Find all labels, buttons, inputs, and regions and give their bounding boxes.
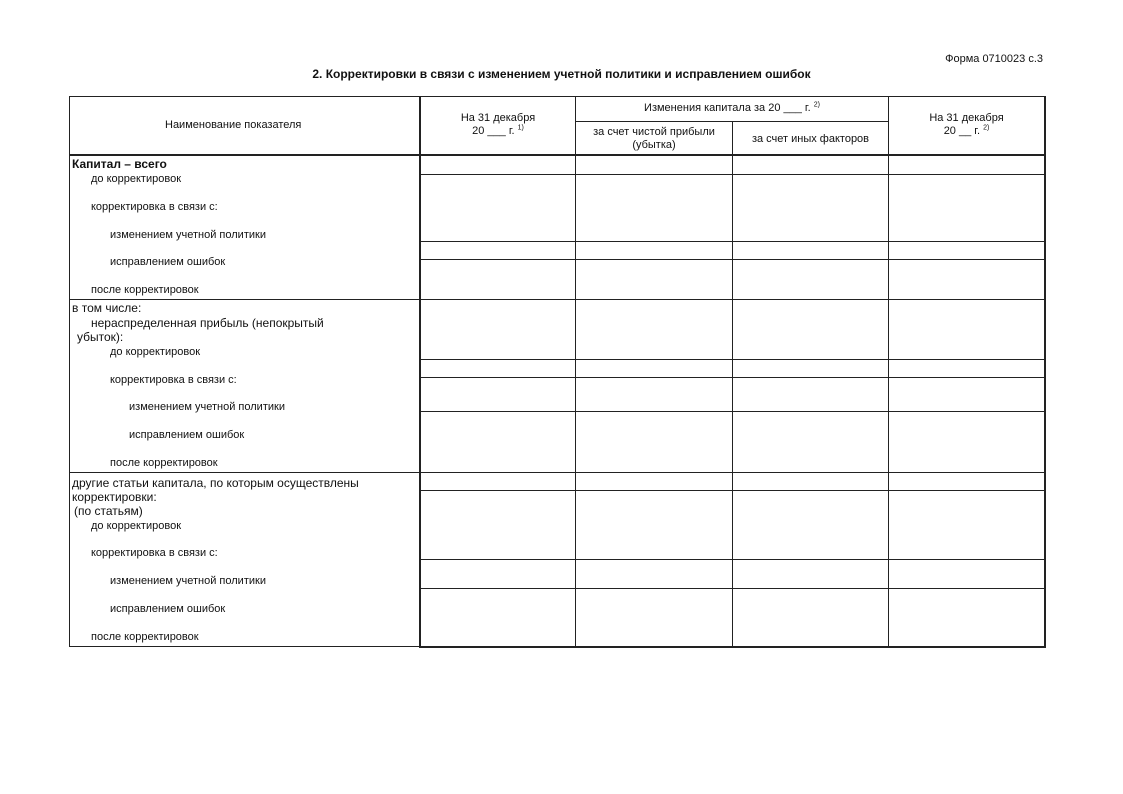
row-line xyxy=(419,259,1046,260)
row-label: после корректировок xyxy=(110,457,218,469)
section3-heading-line2: корректировки: xyxy=(72,490,157,504)
header-net-profit: за счет чистой прибыли (убытка) xyxy=(593,126,715,151)
row-label: корректировка в связи с: xyxy=(110,374,237,386)
header-other-factors: за счет иных факторов xyxy=(751,133,870,145)
form-code: Форма 0710023 с.3 xyxy=(945,53,1043,65)
row-line xyxy=(419,411,1046,412)
section2-heading: в том числе: xyxy=(72,301,142,315)
section1-heading: Капитал – всего xyxy=(72,157,167,171)
row-line xyxy=(419,588,1046,589)
table-border-bottom-left xyxy=(69,646,419,647)
row-label: до корректировок xyxy=(91,520,182,532)
section3-heading-line1: другие статьи капитала, по которым осуществлены xyxy=(72,476,359,490)
row-label: изменением учетной политики xyxy=(129,401,285,413)
row-line xyxy=(419,377,1046,378)
row-label: корректировка в связи с: xyxy=(91,201,218,213)
col-divider-2 xyxy=(575,96,576,647)
page-title: 2. Корректировки в связи с изменением учетной политики и исправлением ошибок xyxy=(312,67,811,81)
col-divider-4 xyxy=(888,96,889,647)
row-line xyxy=(419,241,1046,242)
row-label: после корректировок xyxy=(91,631,199,643)
row-label: исправлением ошибок xyxy=(129,429,245,441)
row-label: исправлением ошибок xyxy=(110,256,226,268)
row-label: корректировка в связи с: xyxy=(91,547,218,559)
header-capital-changes: Изменения капитала за 20 ___ г. $^{2)}$ xyxy=(644,101,820,114)
col-divider-1 xyxy=(419,96,421,648)
header-dec31-end: На 31 декабря 20 __ г. $^{2)}$ xyxy=(929,112,1004,137)
row-line xyxy=(419,359,1046,360)
section2-item-line2: убыток): xyxy=(77,330,124,344)
header-bottom xyxy=(69,154,1046,156)
row-label: после корректировок xyxy=(91,284,199,296)
row-label: изменением учетной политики xyxy=(110,575,266,587)
table-border-left xyxy=(69,96,70,647)
section-divider xyxy=(69,299,1046,300)
row-label: до корректировок xyxy=(110,346,201,358)
row-label: до корректировок xyxy=(91,173,182,185)
header-indicator: Наименование показателя xyxy=(165,119,302,131)
header-dec31-start: На 31 декабря 20 ___ г. $^{1)}$ xyxy=(460,112,536,137)
section-divider xyxy=(69,472,1046,473)
row-line xyxy=(419,174,1046,175)
table-border-top xyxy=(69,96,1045,97)
table-border-right xyxy=(1044,96,1046,648)
section2-item-line1: нераспределенная прибыль (непокрытый xyxy=(91,316,324,330)
section3-heading-line3: (по статьям) xyxy=(74,504,143,518)
row-line xyxy=(419,559,1046,560)
row-label: исправлением ошибок xyxy=(110,603,226,615)
row-line xyxy=(419,490,1046,491)
row-label: изменением учетной политики xyxy=(110,229,266,241)
col-divider-3 xyxy=(732,121,733,647)
header-subdivider xyxy=(575,121,889,122)
